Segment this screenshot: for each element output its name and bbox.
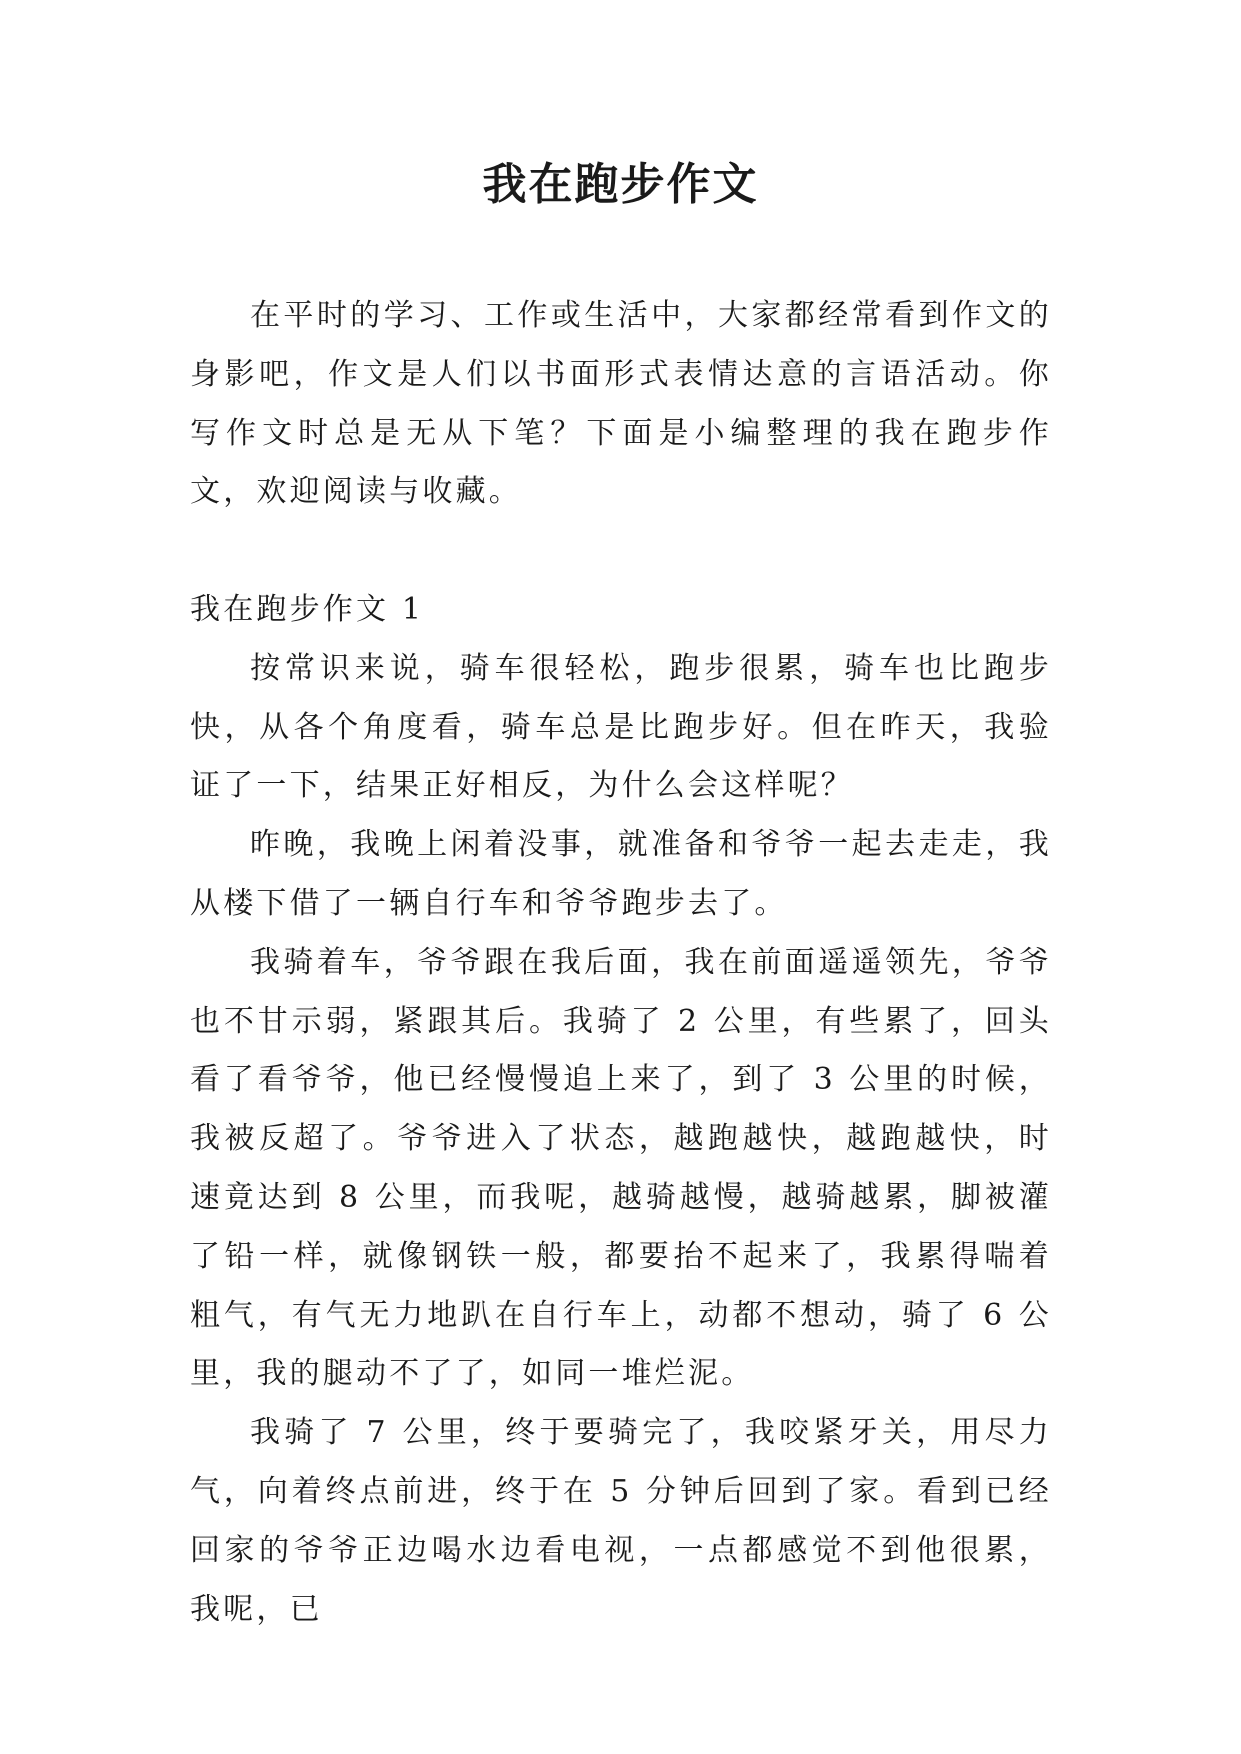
section-heading: 我在跑步作文 1 [190, 591, 425, 627]
document-body [190, 287, 1052, 1639]
body-paragraph-3: 我骑着车，爷爷跟在我后面，我在前面遥遥领先，爷爷也不甘示弱，紧跟其后。我骑了 2 公里，有些累了，回头看了看爷爷，他已经慢慢追上来了，到了 3 公里的时候，我被反超了。爷爷进入了状态，越跑越快，越跑越快，时速竟达到 8 公里，而我呢，越骑越慢，越骑越累，脚被灌了铅一样，就像钢铁一般，都要抬不起来了，我累得喘着粗气，有气无力地趴在自行车上，动都不想动，骑了 6 公里，我的腿动不了了，如同一堆烂泥。 [190, 944, 1052, 1392]
body-paragraph-2: 昨晚，我晚上闲着没事，就准备和爷爷一起去走走，我从楼下借了一辆自行车和爷爷跑步去了。 [190, 827, 1052, 921]
document-title: 我在跑步作文 [482, 159, 759, 210]
body-paragraph-1: 按常识来说，骑车很轻松，跑步很累，骑车也比跑步快，从各个角度看，骑车总是比跑步好。但在昨天，我验证了一下，结果正好相反，为什么会这样呢？ [190, 650, 1052, 804]
intro-paragraph: 在平时的学习、工作或生活中，大家都经常看到作文的身影吧，作文是人们以书面形式表情达意的言语活动。你写作文时总是无从下笔？下面是小编整理的我在跑步作文，欢迎阅读与收藏。 [190, 298, 1052, 510]
body-paragraph-4: 我骑了 7 公里，终于要骑完了，我咬紧牙关，用尽力气，向着终点前进，终于在 5 分钟后回到了家。看到已经回家的爷爷正边喝水边看电视，一点都感觉不到他很累，我呢，已 [190, 1415, 1052, 1627]
